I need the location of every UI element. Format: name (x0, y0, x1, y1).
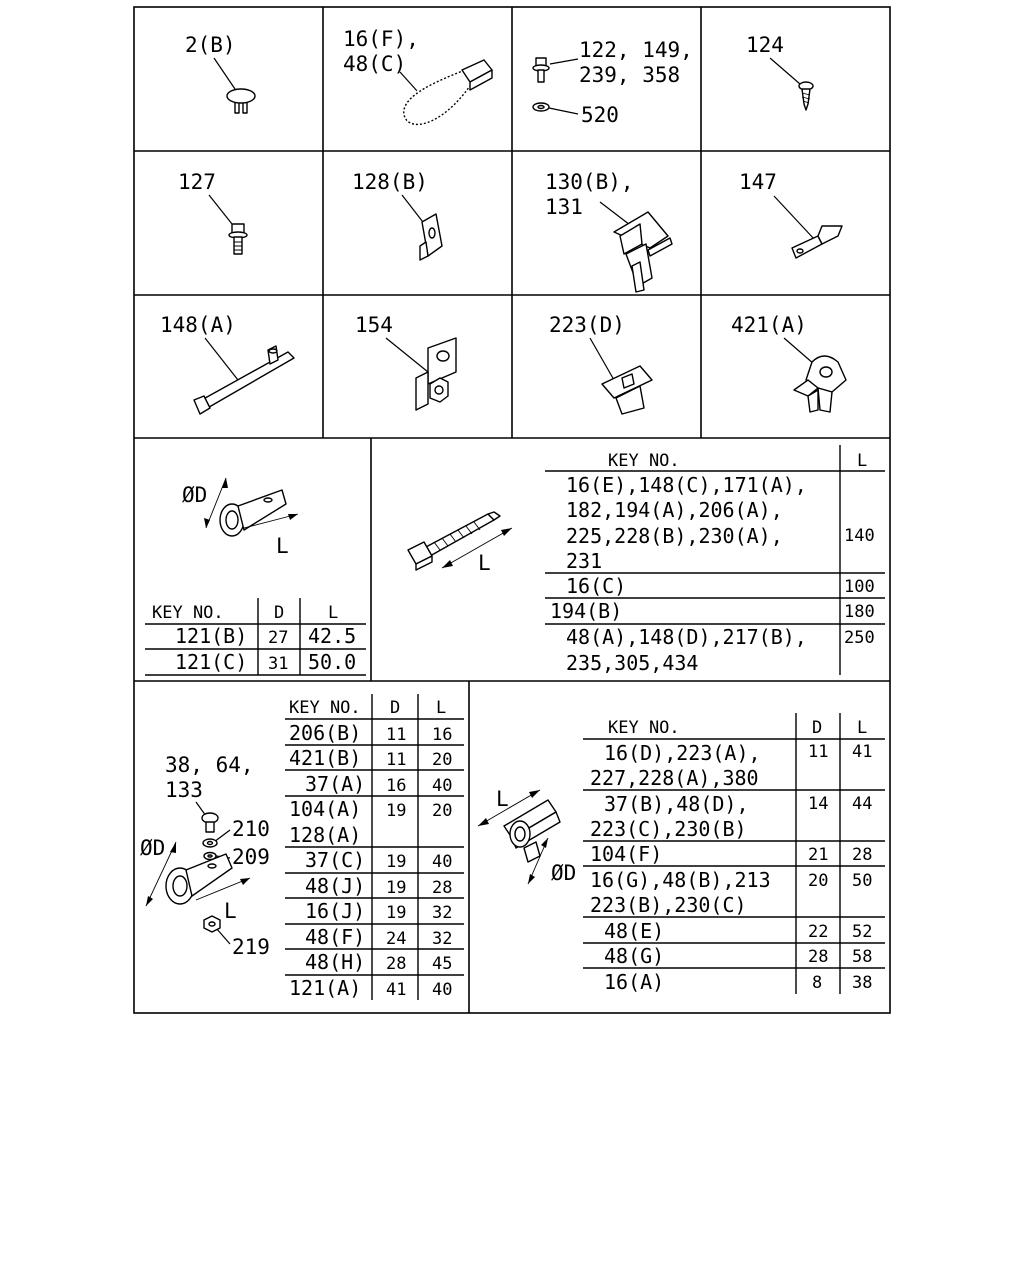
nut-icon (204, 916, 220, 932)
key-cell: 48(G) (604, 944, 665, 968)
cell-16f-48c (343, 27, 492, 124)
callout-label: 16(F), (343, 27, 419, 51)
p-clamp-icon (166, 854, 232, 904)
cell-154 (355, 313, 456, 410)
table-header: D (390, 698, 401, 718)
callout-label: 219 (232, 935, 270, 959)
key-cell: 48(H) (305, 950, 366, 974)
l-cell: 180 (844, 602, 875, 622)
key-cell: 194(B) (550, 599, 623, 623)
d-cell: 11 (386, 750, 407, 770)
callout-label: 210 (232, 817, 270, 841)
table-row (305, 899, 452, 923)
callout-label: 128(B) (352, 170, 428, 194)
strap-bar-icon (194, 346, 294, 414)
l-cell: 42.5 (308, 624, 357, 648)
cell-147 (739, 170, 842, 258)
table-header: KEY NO. (608, 718, 680, 738)
p-clamp-icon (220, 490, 286, 536)
callout-label: 209 (232, 845, 270, 869)
key-cell: 128(A) (289, 823, 362, 847)
table-row (604, 970, 872, 994)
callout-label: 421(A) (731, 313, 807, 337)
table-row (305, 950, 452, 974)
cell-2b (185, 33, 255, 113)
table-header: L (328, 603, 339, 623)
key-cell: 48(A),148(D),217(B), (566, 625, 807, 649)
table-header: D (274, 603, 285, 623)
push-cap-clip-icon (227, 89, 255, 113)
table-row (305, 772, 452, 796)
l-label: L (276, 534, 289, 558)
d-cell: 31 (268, 654, 289, 674)
key-cell: 37(A) (305, 772, 366, 796)
table-row (566, 574, 875, 598)
clamp-diagram-121 (182, 478, 298, 558)
d-cell: 22 (808, 922, 829, 942)
l-cell: 20 (432, 750, 453, 770)
leader-line (400, 72, 418, 92)
bracket-icon (420, 214, 442, 260)
leader-line (550, 59, 578, 64)
table-row (590, 741, 872, 790)
table-header: L (857, 451, 868, 471)
l-cell: 40 (432, 980, 453, 1000)
callout-label: 130(B), (545, 170, 634, 194)
callout-label: 124 (746, 33, 784, 57)
table-row (550, 599, 875, 623)
d-cell: 11 (808, 742, 829, 762)
washer-icon (203, 839, 217, 847)
clamp-diagram-t4 (478, 787, 576, 885)
l-cell: 250 (844, 628, 875, 648)
key-cell: 235,305,434 (566, 651, 699, 675)
table-row (175, 650, 356, 674)
callout-label: 122, 149, (579, 38, 693, 62)
callout-label: 133 (165, 778, 203, 802)
key-cell: 16(C) (566, 574, 627, 598)
l-cell: 32 (432, 903, 453, 923)
l-cell: 16 (432, 725, 453, 745)
leader-line (214, 58, 237, 92)
table-header: KEY NO. (289, 698, 361, 718)
table-row (566, 625, 875, 675)
key-cell: 48(J) (305, 874, 366, 898)
strap-bracket-icon (792, 226, 842, 258)
callout-label: 131 (545, 195, 583, 219)
table-row (289, 746, 452, 770)
callout-label: 38, 64, (165, 753, 254, 777)
table-row (289, 721, 452, 745)
key-cell: 16(A) (604, 970, 665, 994)
callout-label: 48(C) (343, 52, 407, 76)
table-row (289, 797, 452, 847)
leader-line (549, 108, 578, 114)
l-cell: 100 (844, 577, 875, 597)
key-cell: 16(D),223(A), (604, 741, 761, 765)
nut-bracket-icon (416, 338, 456, 410)
table-121 (145, 598, 366, 675)
l-cell: 58 (852, 947, 873, 967)
leader-line (386, 338, 428, 372)
cable-tie-diagram (408, 512, 512, 575)
d-cell: 19 (386, 903, 407, 923)
table-row (590, 792, 872, 841)
leader-line (590, 338, 614, 380)
leader-line (784, 338, 814, 364)
table-row (305, 848, 452, 872)
callout-label: 127 (178, 170, 216, 194)
callout-label: 520 (581, 103, 619, 127)
table-clamp-t4 (583, 713, 885, 994)
table-row (566, 473, 875, 573)
table-cable-tie (545, 445, 885, 675)
d-cell: 19 (386, 801, 407, 821)
table-header: L (857, 718, 868, 738)
key-cell: 16(E),148(C),171(A), (566, 473, 807, 497)
l-cell: 52 (852, 922, 873, 942)
table-row (604, 919, 872, 943)
washer-icon (533, 103, 549, 111)
key-cell: 37(B),48(D), (604, 792, 749, 816)
d-cell: 21 (808, 845, 829, 865)
flange-bolt-icon (533, 58, 549, 82)
leader-line (770, 58, 800, 84)
clamp-bolt-diagram (140, 753, 270, 959)
leader-line (214, 830, 230, 842)
l-cell: 44 (852, 794, 873, 814)
l-cell: 40 (432, 776, 453, 796)
d-cell: 19 (386, 878, 407, 898)
d-cell: 14 (808, 794, 829, 814)
table-clamp-bolt (285, 694, 464, 1000)
key-cell: 37(C) (305, 848, 366, 872)
d-cell: 16 (386, 776, 407, 796)
key-cell: 121(B) (175, 624, 248, 648)
key-cell: 182,194(A),206(A), (566, 498, 783, 522)
cell-127 (178, 170, 247, 254)
tapping-screw-icon (799, 82, 813, 110)
l-cell: 28 (852, 845, 873, 865)
d-cell: 24 (386, 929, 407, 949)
leader-line (205, 338, 238, 380)
callout-label: 223(D) (549, 313, 625, 337)
key-cell: 206(B) (289, 721, 362, 745)
table-row (590, 868, 872, 917)
table-row (590, 842, 872, 866)
leader-line (216, 928, 230, 944)
key-cell: 225,228(B),230(A), (566, 524, 783, 548)
phi-d-label: ØD (182, 483, 208, 507)
key-cell: 421(B) (289, 746, 362, 770)
table-header: L (436, 698, 447, 718)
table-header: D (812, 718, 823, 738)
l-cell: 38 (852, 973, 873, 993)
cable-tie-loop-icon (404, 60, 492, 124)
l-cell: 40 (432, 852, 453, 872)
bolt-icon (229, 224, 247, 254)
harness-clip-icon (614, 212, 672, 292)
key-cell: 16(G),48(B),213 (590, 868, 771, 892)
l-label: L (478, 551, 491, 575)
l-cell: 28 (432, 878, 453, 898)
l-cell: 45 (432, 954, 453, 974)
table-row (305, 925, 452, 949)
d-cell: 20 (808, 871, 829, 891)
table-header: KEY NO. (152, 603, 224, 623)
d-cell: 19 (386, 852, 407, 872)
key-cell: 121(C) (175, 650, 248, 674)
d-cell: 11 (386, 725, 407, 745)
cell-223d (549, 313, 652, 414)
l-cell: 32 (432, 929, 453, 949)
d-cell: 8 (812, 973, 823, 993)
l-cell: 50 (852, 871, 873, 891)
callout-label: 154 (355, 313, 393, 337)
leader-line (774, 196, 815, 240)
cell-122-149-239-358-520 (533, 38, 693, 127)
leader-line (209, 195, 232, 224)
key-cell: 16(J) (305, 899, 366, 923)
callout-label: 239, 358 (579, 63, 681, 87)
l-cell: 41 (852, 742, 873, 762)
bolt-icon (202, 813, 218, 832)
cell-128b (352, 170, 442, 260)
key-cell: 121(A) (289, 976, 362, 1000)
wire-clip-icon (794, 356, 846, 412)
table-row (175, 624, 356, 648)
table-row (305, 874, 452, 898)
phi-d-label: ØD (551, 861, 577, 885)
key-cell: 104(F) (590, 842, 663, 866)
l-cell: 20 (432, 801, 453, 821)
key-cell: 48(F) (305, 925, 366, 949)
key-cell: 223(B),230(C) (590, 893, 747, 917)
table-header: KEY NO. (608, 451, 680, 471)
l-label: L (496, 787, 509, 811)
callout-label: 2(B) (185, 33, 236, 57)
key-cell: 104(A) (289, 797, 362, 821)
table-row (289, 976, 452, 1000)
l-cell: 140 (844, 526, 875, 546)
key-cell: 48(E) (604, 919, 665, 943)
callout-label: 147 (739, 170, 777, 194)
l-label: L (224, 899, 237, 923)
l-cell: 50.0 (308, 650, 357, 674)
cell-130b-131 (545, 170, 672, 292)
cushion-clamp-icon (504, 800, 560, 862)
key-cell: 227,228(A),380 (590, 766, 759, 790)
d-cell: 28 (386, 954, 407, 974)
phi-d-label: ØD (140, 836, 166, 860)
cell-148a (160, 313, 294, 414)
cell-421a (731, 313, 846, 412)
key-cell: 231 (566, 549, 603, 573)
key-cell: 223(C),230(B) (590, 817, 747, 841)
table-row (604, 944, 872, 968)
d-cell: 28 (808, 947, 829, 967)
d-cell: 41 (386, 980, 407, 1000)
d-cell: 27 (268, 628, 289, 648)
callout-label: 148(A) (160, 313, 236, 337)
cell-124 (746, 33, 813, 110)
